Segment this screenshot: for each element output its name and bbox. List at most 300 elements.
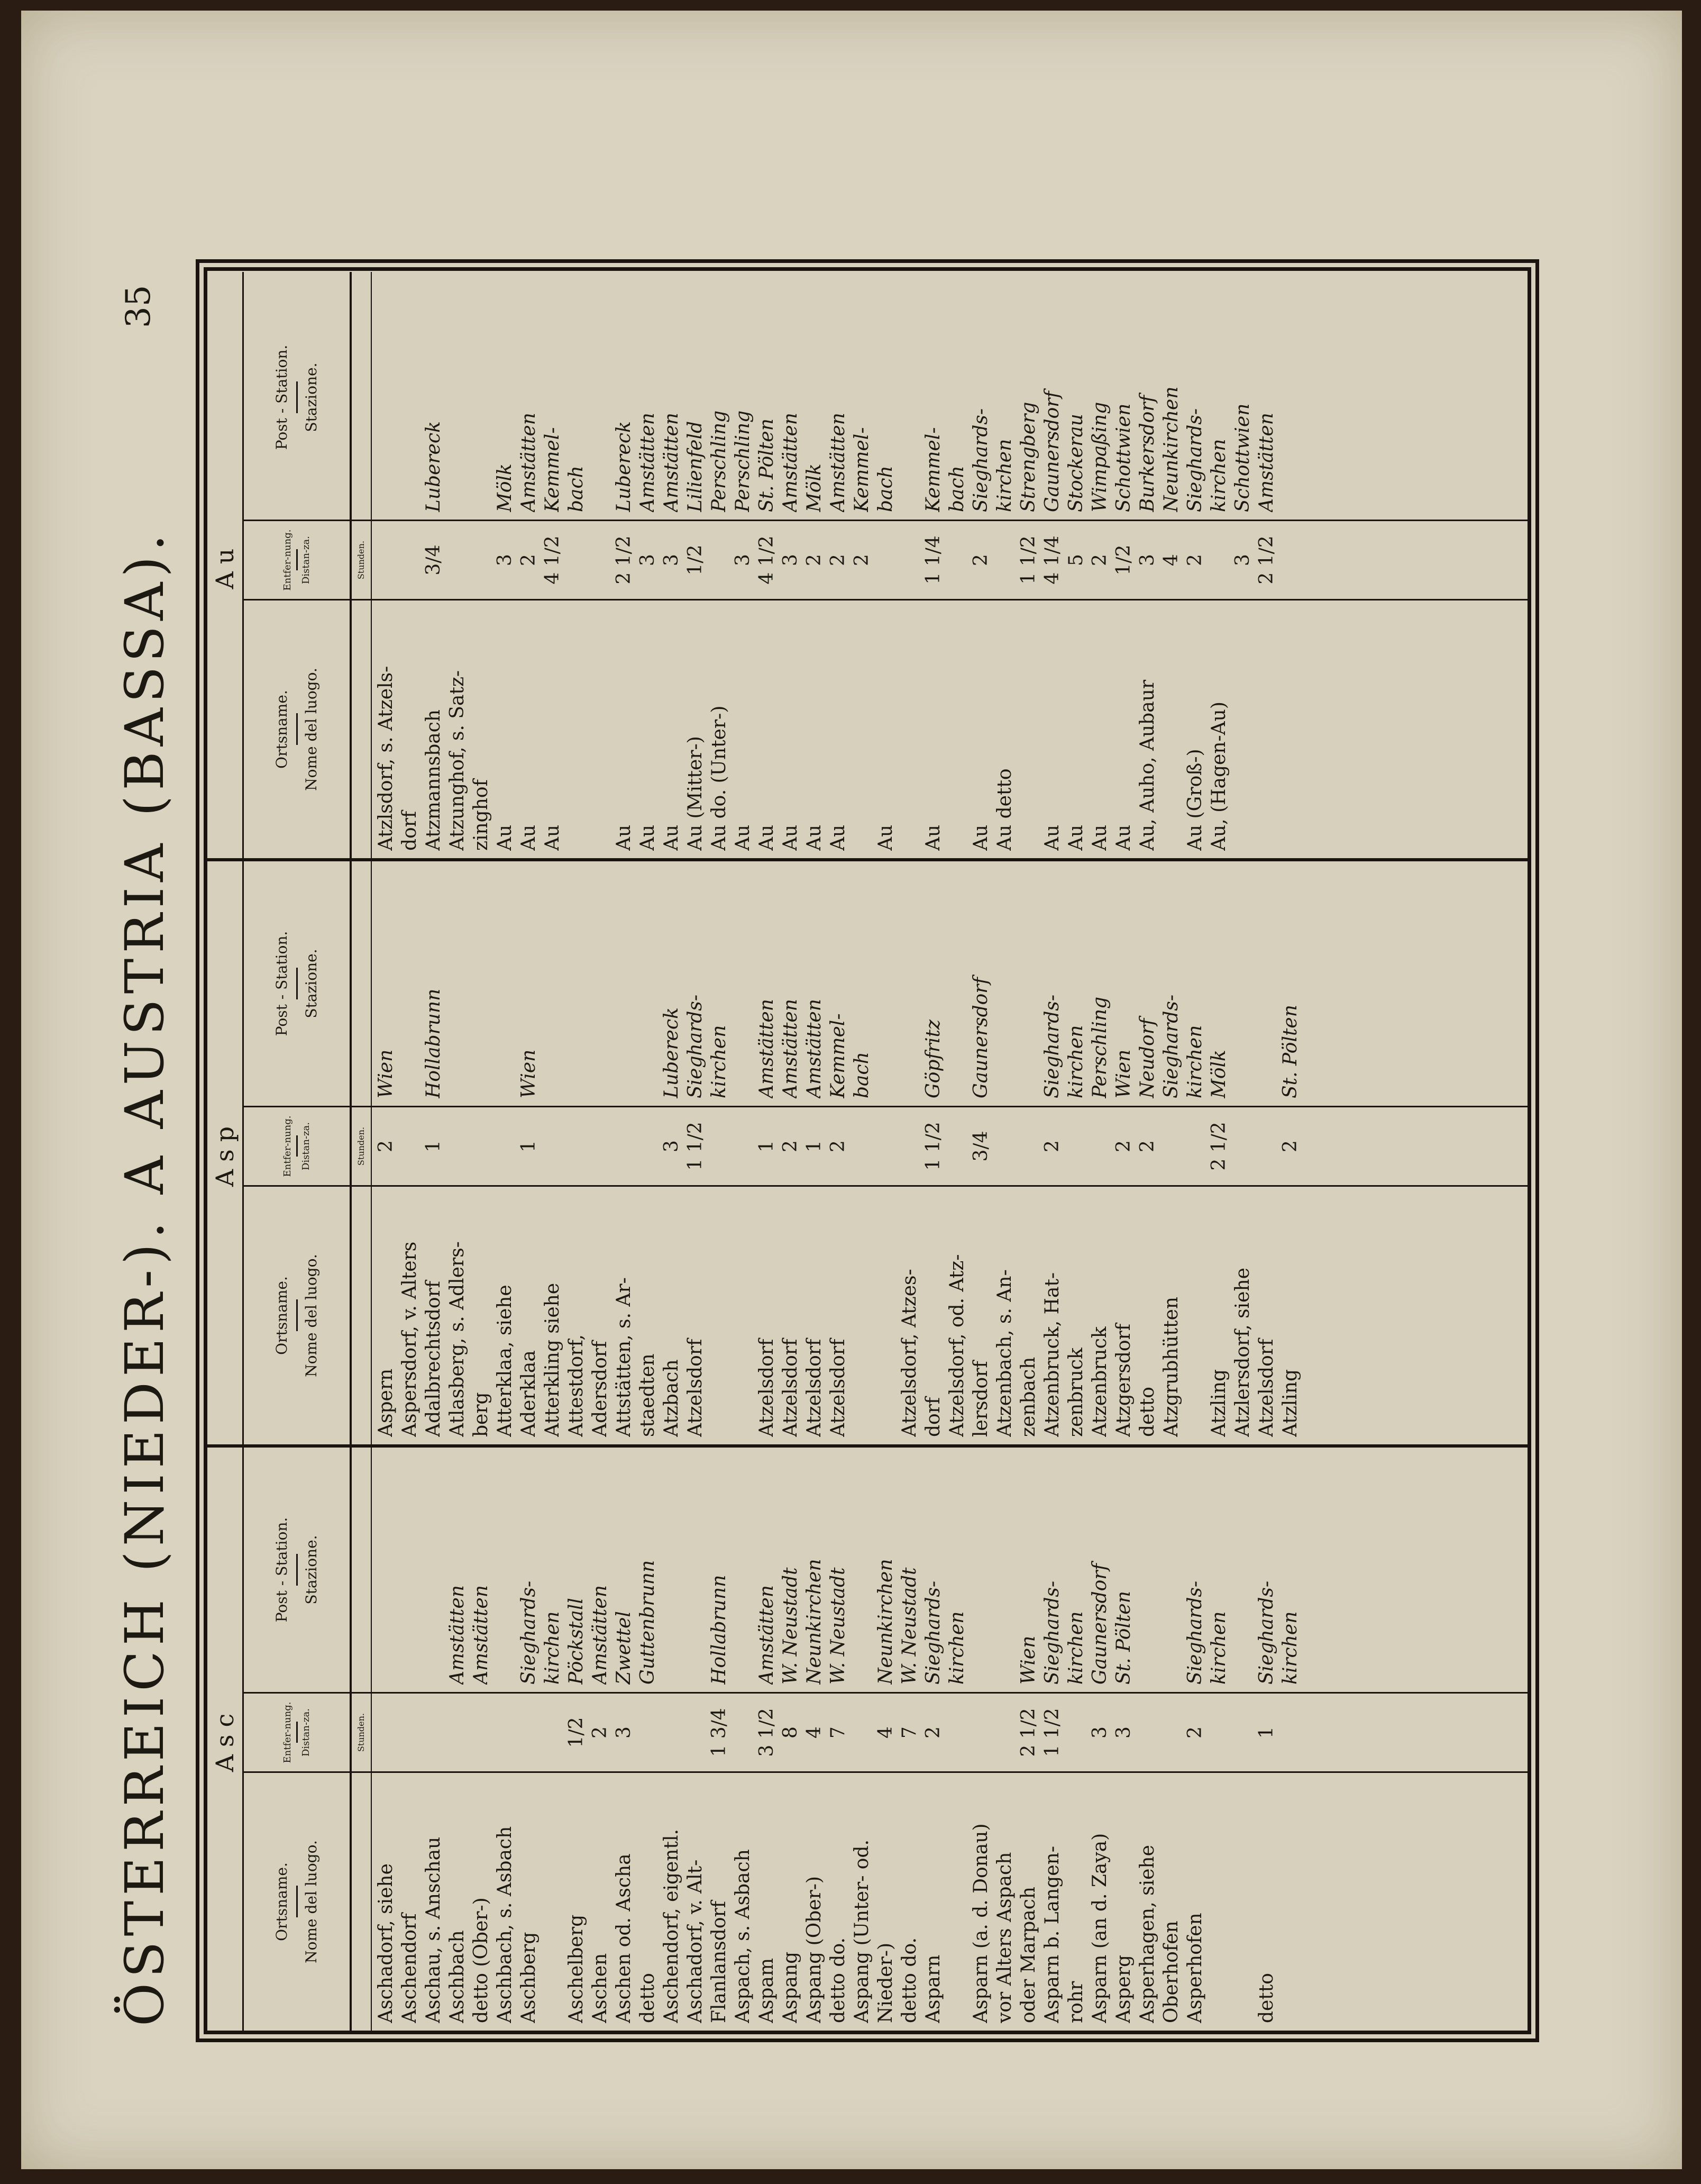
place-name: Atzelsdorf xyxy=(684,1339,706,1437)
place-name xyxy=(1017,608,1040,851)
post-station: Amstätten xyxy=(1256,413,1277,512)
place-name: Au xyxy=(1041,824,1063,851)
post-station xyxy=(588,869,612,1098)
post-station: W. Neustadt xyxy=(827,1567,849,1685)
distance-value: 4 xyxy=(875,1726,897,1739)
place-name: Asparn b. Langen- xyxy=(1041,1845,1063,2023)
station-header-de: Post - Station. xyxy=(273,344,291,450)
distance-value: 2 xyxy=(803,554,825,566)
distance-value: 2 xyxy=(1089,554,1111,566)
distance-value: 1 3/4 xyxy=(708,1708,730,1757)
place-name-column xyxy=(372,1185,1528,1444)
distance-value: 2 1/2 xyxy=(613,535,635,585)
place-name: Atzmannsbach xyxy=(423,709,444,851)
place-name: detto (Ober-) xyxy=(470,1897,492,2023)
place-name: Aspern xyxy=(375,1368,397,1437)
distance-value: 2 1/2 xyxy=(1018,1708,1039,1757)
place-name: Adersdorf xyxy=(589,1341,611,1437)
place-name: Au xyxy=(1065,824,1087,851)
distance-value: 4 1/4 xyxy=(1041,535,1063,585)
distance-value: 3 1/2 xyxy=(756,1708,778,1757)
post-station: Hollabrunn xyxy=(708,1575,730,1685)
post-station xyxy=(469,283,493,512)
post-station: Hollabrunn xyxy=(423,988,444,1098)
place-name: Atzenbruck, Hat- xyxy=(1041,1272,1063,1437)
section-title: Asp xyxy=(207,861,244,1444)
place-name: Aschendorf, eigentl. xyxy=(661,1829,682,2023)
post-station xyxy=(898,869,921,1098)
place-name: Atterklaa, siehe xyxy=(494,1285,516,1437)
distance-value: 3 xyxy=(1232,554,1254,566)
distance-value xyxy=(850,1701,874,1764)
distance-value: 3/4 xyxy=(423,544,444,576)
distance-value: 1 xyxy=(803,1140,825,1152)
distance-value xyxy=(493,1701,517,1764)
distance-value xyxy=(588,529,612,592)
post-station: kirchen xyxy=(1065,1025,1087,1098)
distance-value xyxy=(445,1115,469,1178)
place-name: Aspach, s. Asbach xyxy=(732,1849,754,2023)
table-section xyxy=(207,272,1528,858)
place-name: Oberhofen xyxy=(1160,1921,1182,2023)
post-station: kirchen xyxy=(708,1025,730,1098)
place-name: Au xyxy=(1089,824,1111,851)
place-name: detto do. xyxy=(827,1937,849,2023)
table-section xyxy=(207,1444,1528,2031)
place-name xyxy=(588,608,612,851)
distance-value: 2 xyxy=(589,1726,611,1739)
place-name: Atzelsdorf xyxy=(1256,1339,1277,1437)
distance-value: 3 xyxy=(732,554,754,566)
post-station xyxy=(731,869,755,1098)
post-station: Neunkirchen xyxy=(803,1559,825,1685)
post-station: Strengberg xyxy=(1018,402,1039,512)
distance-value: 3 xyxy=(1089,1726,1111,1739)
place-name: Atzbach xyxy=(661,1359,682,1437)
post-station: Pöckstall xyxy=(565,1598,587,1685)
distance-value xyxy=(1064,1115,1088,1178)
place-name: Asparn xyxy=(922,1954,944,2023)
distance-value xyxy=(1136,1701,1159,1764)
distance-value: 2 xyxy=(780,1140,801,1152)
distance-value xyxy=(517,1701,541,1764)
post-station: Perschling xyxy=(708,410,730,512)
distance-value xyxy=(731,1115,755,1178)
distance-value xyxy=(541,1115,564,1178)
post-station: Guttenbrunn xyxy=(637,1560,659,1685)
place-name: detto do. xyxy=(899,1937,920,2023)
distance-value: 4 1/2 xyxy=(542,535,563,585)
post-station: Perschling xyxy=(732,410,754,512)
place-name: Atzunghof, s. Satz- xyxy=(446,670,468,851)
post-station-column xyxy=(372,275,1528,520)
distance-value: 1 xyxy=(756,1140,778,1152)
post-station-column xyxy=(372,1448,1528,1692)
place-name: Atzlersdorf, siehe xyxy=(1232,1268,1254,1437)
post-station xyxy=(445,869,469,1098)
distance-header-de: Entfer-nung. xyxy=(281,529,293,591)
place-name: Au xyxy=(803,824,825,851)
distance-value: 3 xyxy=(637,554,659,566)
place-name: Atzelsdorf xyxy=(827,1339,849,1437)
distance-value xyxy=(945,529,969,592)
distance-value xyxy=(850,1115,874,1178)
distance-value xyxy=(1231,1115,1255,1178)
post-station: St. Pölten xyxy=(1279,1005,1301,1098)
distance-value xyxy=(1088,1115,1112,1178)
distance-value xyxy=(945,1115,969,1178)
distance-header-it: Distan-za. xyxy=(300,1122,312,1171)
post-station: Lubereck xyxy=(613,421,635,512)
post-station: Amstätten xyxy=(756,999,778,1098)
post-station: Sieghards- xyxy=(1184,1580,1206,1685)
post-station: kirchen xyxy=(946,1611,968,1685)
place-name: Nieder-) xyxy=(875,1942,897,2023)
distance-value: 2 xyxy=(518,554,539,566)
column-header-row xyxy=(244,861,352,1444)
distance-value xyxy=(1159,1701,1183,1764)
post-station xyxy=(564,869,588,1098)
post-station: Mölk xyxy=(803,463,825,512)
post-station: Sieghards- xyxy=(922,1580,944,1685)
post-station: Schottwien xyxy=(1232,403,1254,512)
post-station: Sieghards- xyxy=(684,994,706,1098)
station-header-de: Post - Station. xyxy=(273,1517,291,1623)
distance-value xyxy=(636,1701,660,1764)
post-station: Sieghards- xyxy=(1041,1580,1063,1685)
distance-column xyxy=(372,520,1528,599)
distance-value: 1 1/4 xyxy=(922,535,944,585)
distance-value xyxy=(469,1115,493,1178)
post-station: Schottwien xyxy=(1113,403,1135,512)
units-row xyxy=(352,861,372,1444)
distance-value: 2 xyxy=(851,554,873,566)
post-station: Amstätten xyxy=(589,1585,611,1685)
distance-value xyxy=(541,1701,564,1764)
distance-value: 2 1/2 xyxy=(1208,1122,1230,1171)
post-station: Neunkirchen xyxy=(1160,386,1182,512)
place-name: Aschelberg xyxy=(565,1914,587,2023)
distance-value: 7 xyxy=(827,1726,849,1739)
place-name: Atzelsdorf xyxy=(780,1339,801,1437)
post-station: Amstätten xyxy=(637,413,659,512)
section-rows xyxy=(372,861,1528,1444)
post-station xyxy=(469,869,493,1098)
post-station: Wien xyxy=(518,1049,539,1098)
place-name: Aschadorf, v. Alt- xyxy=(684,1859,706,2023)
place-name: Au do. (Unter-) xyxy=(708,705,730,851)
distance-value xyxy=(1017,1115,1040,1178)
post-station xyxy=(1231,869,1255,1098)
distance-value: 1 1/2 xyxy=(1041,1708,1063,1757)
distance-value: 1 1/2 xyxy=(684,1122,706,1171)
distance-value: 2 xyxy=(375,1140,397,1152)
distance-value xyxy=(564,529,588,592)
distance-value xyxy=(374,529,398,592)
distance-header-de: Entfer-nung. xyxy=(281,1115,293,1177)
distance-value: 1 1/2 xyxy=(1018,535,1039,585)
place-name: Adalbrechtsdorf xyxy=(423,1280,444,1437)
distance-column-header xyxy=(244,1106,350,1185)
place-name: Atzelsdorf xyxy=(803,1339,825,1437)
post-station xyxy=(398,283,422,512)
place-name xyxy=(874,1194,898,1437)
post-station: Amstätten xyxy=(661,413,682,512)
post-station xyxy=(493,1455,517,1685)
distance-value xyxy=(1207,1701,1231,1764)
gazetteer-table xyxy=(196,259,1539,2042)
distance-value: 1 1/2 xyxy=(922,1122,944,1171)
place-name xyxy=(1207,1780,1231,2023)
section-rows xyxy=(372,1448,1528,2031)
station-header-de: Post - Station. xyxy=(273,931,291,1036)
units-row xyxy=(352,1448,372,2031)
distance-value xyxy=(445,529,469,592)
distance-value xyxy=(374,1701,398,1764)
name-header-it: Nome del luogo. xyxy=(302,1254,320,1377)
post-station: Wien xyxy=(375,1049,397,1098)
place-name xyxy=(945,608,969,851)
place-name: Atzelsdorf xyxy=(756,1339,778,1437)
place-name: Flanlansdorf xyxy=(708,1900,730,2023)
distance-value: 7 xyxy=(899,1726,920,1739)
post-station: St. Pölten xyxy=(756,418,778,512)
post-station: Kemmel- xyxy=(922,427,944,512)
place-name: Au (Mitter-) xyxy=(684,736,706,851)
place-name: Aspang (Ober-) xyxy=(803,1876,825,2023)
place-name: Au xyxy=(1113,824,1135,851)
distance-value: 3 xyxy=(494,554,516,566)
post-station: Lubereck xyxy=(423,421,444,512)
post-station: Stockerau xyxy=(1065,414,1087,512)
post-station: Wimpaßing xyxy=(1089,402,1111,512)
name-column-header xyxy=(244,1185,350,1444)
distance-value xyxy=(493,1115,517,1178)
place-name: Au xyxy=(756,824,778,851)
distance-value xyxy=(445,1701,469,1764)
post-station xyxy=(874,869,898,1098)
distance-value: 4 xyxy=(1160,554,1182,566)
distance-unit: Stunden. xyxy=(352,520,371,599)
station-column-header xyxy=(244,861,350,1106)
post-station: Lubereck xyxy=(661,1007,682,1098)
name-header-de: Ortsname. xyxy=(273,690,291,769)
place-name: Asperhagen, siehe xyxy=(1137,1845,1158,2023)
place-name: Aschberg xyxy=(518,1932,539,2023)
distance-value: 2 xyxy=(1041,1140,1063,1152)
place-name: Atzling xyxy=(1279,1369,1301,1437)
distance-value xyxy=(588,1115,612,1178)
post-station xyxy=(731,1455,755,1685)
place-name: Asperhofen xyxy=(1184,1913,1206,2023)
place-name: Asparn (a. d. Donau) xyxy=(970,1823,992,2023)
place-name: staedten xyxy=(637,1353,659,1437)
post-station: Amstätten xyxy=(780,999,801,1098)
distance-value xyxy=(1159,1115,1183,1178)
post-station xyxy=(493,869,517,1098)
distance-value: 3/4 xyxy=(970,1131,992,1162)
place-name: Au xyxy=(970,824,992,851)
place-name: Au xyxy=(661,824,682,851)
post-station: Sieghards- xyxy=(1160,994,1182,1098)
place-name: detto xyxy=(637,1973,659,2023)
distance-value: 4 xyxy=(803,1726,825,1739)
place-name: Aschadorf, siehe xyxy=(375,1863,397,2023)
place-name xyxy=(541,1780,564,2023)
post-station xyxy=(683,1455,707,1685)
distance-header-de: Entfer-nung. xyxy=(281,1701,293,1763)
post-station xyxy=(660,1455,683,1685)
post-station: W. Neustadt xyxy=(780,1567,801,1685)
distance-value xyxy=(1064,1701,1088,1764)
place-name: zinghof xyxy=(470,779,492,851)
post-station: Neudorf xyxy=(1137,1018,1158,1098)
distance-value xyxy=(731,1701,755,1764)
place-name: Aschau, s. Anschau xyxy=(423,1836,444,2023)
distance-value: 2 xyxy=(827,1140,849,1152)
place-name: rohr xyxy=(1065,1981,1087,2023)
place-name: Au xyxy=(494,824,516,851)
distance-value xyxy=(707,1115,731,1178)
place-name xyxy=(564,608,588,851)
distance-value: 2 xyxy=(970,554,992,566)
distance-value: 8 xyxy=(780,1726,801,1739)
post-station xyxy=(636,869,660,1098)
place-name: zenbruck xyxy=(1065,1348,1087,1437)
place-name: Au detto xyxy=(994,768,1016,851)
place-name: Au xyxy=(613,824,635,851)
place-name: Aschen od. Ascha xyxy=(613,1853,635,2023)
post-station xyxy=(588,283,612,512)
distance-value xyxy=(422,1701,445,1764)
distance-value xyxy=(874,529,898,592)
post-station xyxy=(374,283,398,512)
distance-value xyxy=(398,1701,422,1764)
distance-value: 1/2 xyxy=(565,1717,587,1748)
distance-value xyxy=(1183,1115,1207,1178)
place-name: Attstätten, s. Ar- xyxy=(613,1277,635,1437)
place-name: Au xyxy=(732,824,754,851)
place-name: Atlasberg, s. Adlers- xyxy=(446,1241,468,1437)
name-column-header xyxy=(244,599,350,858)
place-name: dorf xyxy=(922,1397,944,1437)
station-header-it: Stazione. xyxy=(302,362,320,432)
post-station: St. Pölten xyxy=(1113,1591,1135,1685)
page-number: 35 xyxy=(119,285,158,328)
place-name: detto xyxy=(1137,1387,1158,1437)
place-name xyxy=(731,1194,755,1437)
distance-value xyxy=(874,1115,898,1178)
post-station: kirchen xyxy=(1184,1025,1206,1098)
distance-value xyxy=(898,1115,921,1178)
post-station: kirchen xyxy=(542,1611,563,1685)
distance-value: 2 1/2 xyxy=(1256,535,1277,585)
station-column-header xyxy=(244,1448,350,1692)
post-station-column xyxy=(372,861,1528,1106)
place-name: Au, Auho, Aubaur xyxy=(1137,679,1158,851)
post-station: kirchen xyxy=(1279,1611,1301,1685)
post-station xyxy=(1231,1455,1255,1685)
post-station: Burkersdorf xyxy=(1137,395,1158,512)
table-section xyxy=(207,858,1528,1444)
post-station: Kemmel- xyxy=(827,1013,849,1098)
post-station: Mölk xyxy=(494,463,516,512)
distance-value xyxy=(969,1701,993,1764)
post-station: Amstätten xyxy=(803,999,825,1098)
post-station: Göpfritz xyxy=(922,1020,944,1098)
place-name: Aschbach, s. Asbach xyxy=(494,1826,516,2023)
place-name: Asperg xyxy=(1113,1954,1135,2023)
post-station: kirchen xyxy=(1208,1611,1230,1685)
distance-value: 1 xyxy=(518,1140,539,1152)
post-station: Sieghards- xyxy=(1184,408,1206,512)
distance-value: 2 xyxy=(922,1726,944,1739)
distance-value xyxy=(898,529,921,592)
place-name xyxy=(945,1780,969,2023)
place-name: Atzenbach, s. An- xyxy=(994,1269,1016,1437)
distance-value: 2 xyxy=(1279,1140,1301,1152)
place-name xyxy=(850,608,874,851)
post-station: Amstätten xyxy=(470,1585,492,1685)
distance-value xyxy=(993,1701,1017,1764)
post-station: Amstätten xyxy=(827,413,849,512)
place-name: dorf xyxy=(399,811,420,851)
distance-value: 3 xyxy=(661,1140,682,1152)
post-station: Neunkirchen xyxy=(875,1559,897,1685)
distance-value: 1/2 xyxy=(1113,544,1135,576)
place-name: Au xyxy=(637,824,659,851)
post-station: Perschling xyxy=(1089,996,1111,1098)
distance-value xyxy=(469,1701,493,1764)
place-name: Atzlsdorf, s. Atzels- xyxy=(375,666,397,851)
post-station xyxy=(445,283,469,512)
post-station xyxy=(541,869,564,1098)
place-name xyxy=(1183,1194,1207,1437)
place-name: vor Alters Aspach xyxy=(994,1852,1016,2023)
place-name xyxy=(1231,1780,1255,2023)
distance-column-header xyxy=(244,520,350,599)
place-name: Au (Groß-) xyxy=(1184,749,1206,851)
section-title: Au xyxy=(207,272,244,858)
post-station xyxy=(1159,1455,1183,1685)
distance-value: 2 xyxy=(1184,554,1206,566)
place-name: Aspang (Unter- od. xyxy=(851,1840,873,2023)
distance-value xyxy=(1231,1701,1255,1764)
post-station: Gaunersdorf xyxy=(970,977,992,1098)
section-title: Asc xyxy=(207,1448,244,2031)
station-column-header xyxy=(244,275,350,520)
place-name: oder Marpach xyxy=(1018,1886,1039,2023)
distance-value: 1/2 xyxy=(684,544,706,576)
post-station: Kemmel- xyxy=(542,427,563,512)
distance-header-it: Distan-za. xyxy=(300,536,312,585)
name-column-header xyxy=(244,1771,350,2031)
place-name: Au xyxy=(518,824,539,851)
name-header-de: Ortsname. xyxy=(273,1862,291,1941)
post-station: Gaunersdorf xyxy=(1089,1563,1111,1685)
distance-value: 4 1/2 xyxy=(756,535,778,585)
post-station xyxy=(374,1455,398,1685)
place-name: Aschen xyxy=(589,1953,611,2023)
page-title: ÖSTERREICH (NIEDER-). A AUSTRIA (BASSA). xyxy=(114,529,176,2026)
place-name: Au xyxy=(780,824,801,851)
distance-value: 2 xyxy=(1137,1140,1158,1152)
station-header-it: Stazione. xyxy=(302,949,320,1018)
distance-value xyxy=(1207,529,1231,592)
place-name: Aspam xyxy=(756,1958,778,2023)
distance-value: 3 xyxy=(1113,1726,1135,1739)
distance-value xyxy=(398,529,422,592)
